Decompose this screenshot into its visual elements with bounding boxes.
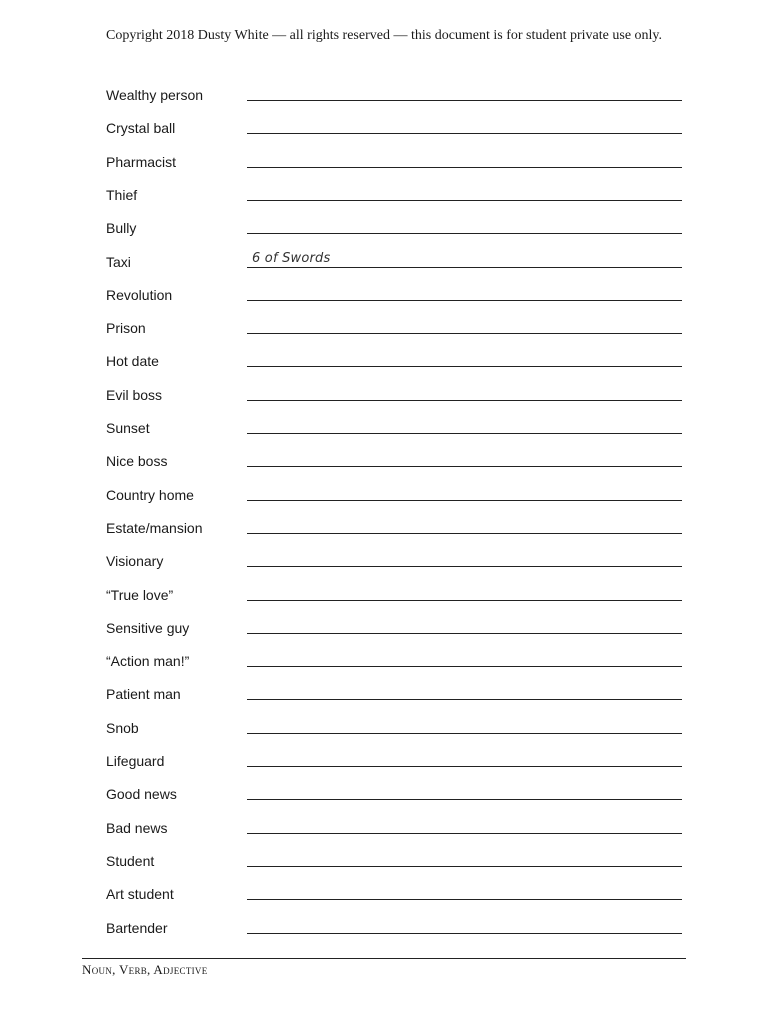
worksheet-row xyxy=(106,319,682,343)
answer-line[interactable] xyxy=(247,533,682,534)
prompt-label: Country home xyxy=(106,486,194,503)
answer-line[interactable] xyxy=(247,600,682,601)
worksheet-row xyxy=(106,286,682,310)
prompt-label: Evil boss xyxy=(106,386,163,403)
worksheet-row xyxy=(106,153,682,177)
worksheet-row xyxy=(106,352,682,376)
answer-line[interactable] xyxy=(247,733,682,734)
handwritten-answer: 6 of Swords xyxy=(252,250,331,266)
worksheet-row xyxy=(106,685,682,709)
worksheet-row xyxy=(106,652,682,676)
prompt-label: Good news xyxy=(106,786,177,803)
worksheet-row xyxy=(106,552,682,576)
answer-line[interactable] xyxy=(247,899,682,900)
worksheet-row xyxy=(106,219,682,243)
worksheet-row xyxy=(106,785,682,809)
answer-line[interactable] xyxy=(247,633,682,634)
prompt-label: Sensitive guy xyxy=(106,619,190,636)
copyright-notice: Copyright 2018 Dusty White — all rights reserved — this document is for student private use only. xyxy=(105,28,663,43)
answer-line[interactable] xyxy=(247,933,682,934)
prompt-label: “Action man!” xyxy=(106,653,190,670)
prompt-label: Prison xyxy=(106,320,146,337)
prompt-label: Wealthy person xyxy=(106,87,204,103)
worksheet-row xyxy=(106,486,682,510)
worksheet-row xyxy=(106,885,682,909)
answer-line[interactable] xyxy=(247,267,682,268)
answer-line[interactable] xyxy=(247,466,682,467)
worksheet-row xyxy=(106,386,682,410)
prompt-label: Taxi xyxy=(106,253,131,270)
answer-line[interactable] xyxy=(247,233,682,234)
answer-line[interactable] xyxy=(247,400,682,401)
worksheet-row xyxy=(106,919,682,943)
worksheet-row xyxy=(106,186,682,210)
footer-divider xyxy=(82,958,686,959)
worksheet-row xyxy=(106,586,682,610)
prompt-label: Art student xyxy=(106,886,174,903)
worksheet-row xyxy=(106,819,682,843)
worksheet-row xyxy=(106,619,682,643)
answer-line[interactable] xyxy=(247,366,682,367)
worksheet-row xyxy=(106,119,682,143)
worksheet-row xyxy=(106,519,682,543)
answer-line[interactable] xyxy=(247,133,682,134)
prompt-label: Bully xyxy=(106,220,137,237)
prompt-label: Snob xyxy=(106,719,139,736)
prompt-label: Bartender xyxy=(106,919,168,936)
answer-line[interactable] xyxy=(247,833,682,834)
worksheet-row xyxy=(106,250,682,277)
prompt-label: Lifeguard xyxy=(106,753,165,769)
prompt-label: Student xyxy=(106,852,155,869)
prompt-label: Patient man xyxy=(106,686,181,703)
worksheet-row xyxy=(106,86,682,110)
answer-line[interactable] xyxy=(247,333,682,334)
prompt-label: Sunset xyxy=(106,420,150,436)
answer-line[interactable] xyxy=(247,766,682,767)
prompt-label: Pharmacist xyxy=(106,153,177,170)
prompt-label: Bad news xyxy=(106,819,168,836)
prompt-label: Nice boss xyxy=(106,453,168,470)
prompt-label: Estate/mansion xyxy=(106,519,203,536)
answer-line[interactable] xyxy=(247,200,682,201)
answer-line[interactable] xyxy=(247,699,682,700)
answer-line[interactable] xyxy=(247,566,682,567)
prompt-label: Revolution xyxy=(106,286,173,303)
worksheet-row xyxy=(106,752,682,776)
answer-line[interactable] xyxy=(247,500,682,501)
prompt-label: “True love” xyxy=(106,586,174,603)
answer-line[interactable] xyxy=(247,866,682,867)
answer-line[interactable] xyxy=(247,100,682,101)
answer-line[interactable] xyxy=(247,300,682,301)
prompt-label: Hot date xyxy=(106,353,159,370)
worksheet-row xyxy=(106,452,682,476)
prompt-label: Visionary xyxy=(106,553,164,570)
worksheet-row xyxy=(106,419,682,443)
worksheet-row xyxy=(106,852,682,876)
answer-line[interactable] xyxy=(247,167,682,168)
prompt-label: Crystal ball xyxy=(106,120,176,137)
answer-line[interactable] xyxy=(247,433,682,434)
answer-line[interactable] xyxy=(247,666,682,667)
worksheet-row xyxy=(106,719,682,743)
footer-title: Noun, Verb, Adjective xyxy=(82,962,208,977)
prompt-label: Thief xyxy=(106,186,138,203)
answer-line[interactable] xyxy=(247,799,682,800)
